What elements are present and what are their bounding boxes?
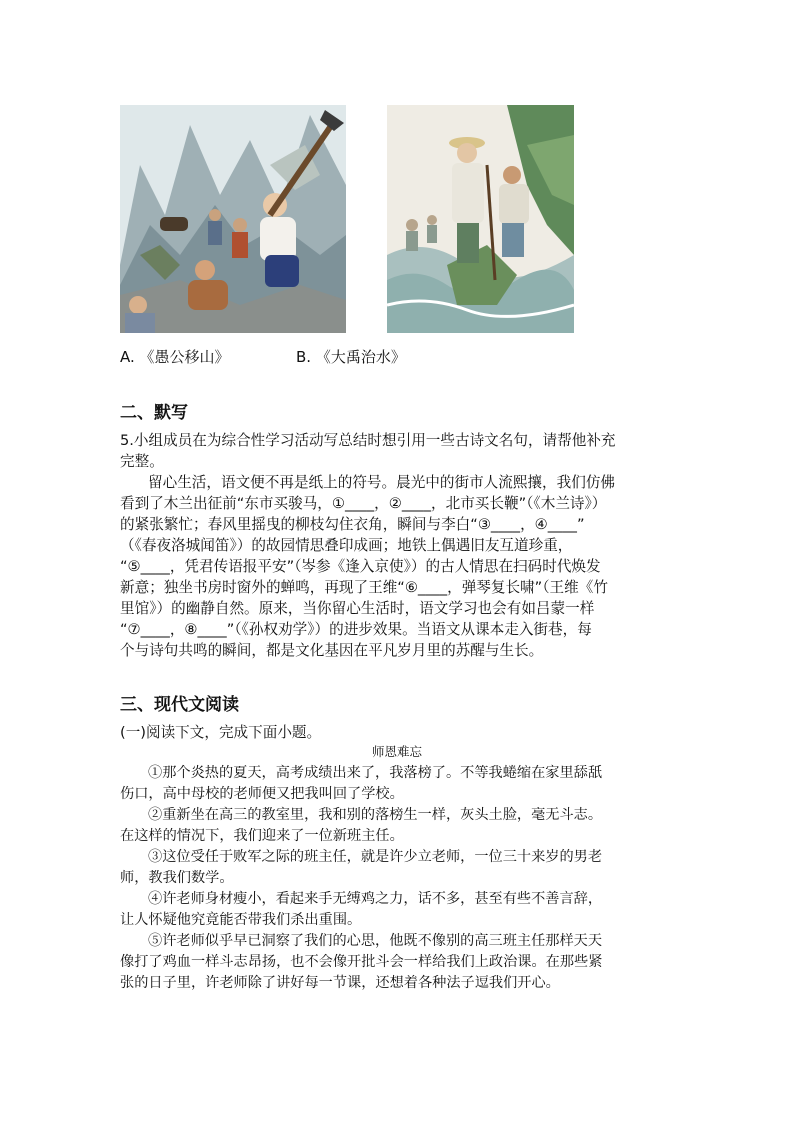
illustration-yu-controls-flood: [387, 105, 574, 333]
passage-line: “⑦____，⑧____”（《孙权劝学》）的进步效果。当语文从课本走入街巷，每: [120, 621, 592, 638]
illustration-yugong-moves-mountain: [120, 105, 346, 333]
article-line: ①那个炎热的夏天，高考成绩出来了，我落榜了。不等我蜷缩在家里舔舐: [148, 765, 603, 781]
article-line: 伤口，高中母校的老师便又把我叫回了学校。: [120, 786, 404, 802]
passage-line: 个与诗句共鸣的瞬间，都是文化基因在平凡岁月里的苏醒与生长。: [120, 642, 544, 659]
article-line: ④许老师身材瘦小，看起来手无缚鸡之力，话不多，甚至有些不善言辞，: [148, 891, 603, 907]
article-line: 张的日子里，许老师除了讲好每一节课，还想着各种法子逗我们开心。: [120, 975, 560, 991]
passage-line: （《春夜洛城闻笛》）的故园情思叠印成画；地铁上偶遇旧友互道珍重，: [120, 537, 573, 554]
article-body: [120, 763, 680, 994]
article-line: 在这样的情况下，我们迎来了一位新班主任。: [120, 828, 404, 844]
passage-line: 留心生活，语文便不再是纸上的符号。晨光中的街市人流熙攘，我们仿佛: [148, 474, 616, 491]
article-line: 师，教我们数学。: [120, 870, 234, 886]
article-line: 让人怀疑他究竟能否带我们杀出重围。: [120, 912, 362, 928]
question-5-passage: [120, 472, 680, 661]
section-title-modern-reading: 三、现代文阅读: [120, 695, 239, 715]
option-b[interactable]: B. 《大禹治水》: [296, 348, 406, 366]
article-line: ②重新坐在高三的教室里，我和别的落榜生一样，灰头土脸，毫无斗志。: [148, 807, 603, 823]
article-line: ⑤许老师似乎早已洞察了我们的心思，他既不像别的高三班主任那样天天: [148, 933, 603, 949]
question-line: 5.小组成员在为综合性学习活动写总结时想引用一些古诗文名句，请帮他补充: [120, 432, 616, 449]
passage-line: 里馆》）的幽静自然。原来，当你留心生活时，语文学习也会有如吕蒙一样: [120, 600, 595, 617]
flood-control-painting: [387, 105, 574, 333]
passage-line: 看到了木兰出征前“东市买骏马，①____，②____，北市买长鞭”（《木兰诗》）: [120, 495, 607, 512]
passage-line: 新意；独坐书房时窗外的蝉鸣，再现了王维“⑥____，弹琴复长啸”（王维《竹: [120, 579, 608, 596]
answer-options: [120, 346, 680, 368]
question-line: 完整。: [120, 453, 164, 470]
article-line: 像打了鸡血一样斗志昂扬，也不会像开批斗会一样给我们上政治课。在那些紧: [120, 954, 603, 970]
passage-line: 的紧张繁忙；春风里摇曳的柳枝勾住衣角，瞬间与李白“③____，④____”: [120, 516, 585, 533]
section-title-dictation: 二、默写: [120, 403, 188, 423]
mountain-digging-painting: [120, 105, 346, 333]
option-a[interactable]: A. 《愚公移山》: [120, 348, 230, 366]
reading-instruction: (一)阅读下文，完成下面小题。: [120, 724, 322, 741]
passage-line: “⑤____，凭君传语报平安”（岑参《逢入京使》）的古人情思在扫码时代焕发: [120, 558, 601, 575]
article-line: ③这位受任于败军之际的班主任，就是许少立老师，一位三十来岁的男老: [148, 849, 603, 865]
question-5-prompt: [120, 430, 680, 472]
article-title: 师恩难忘: [371, 744, 422, 759]
